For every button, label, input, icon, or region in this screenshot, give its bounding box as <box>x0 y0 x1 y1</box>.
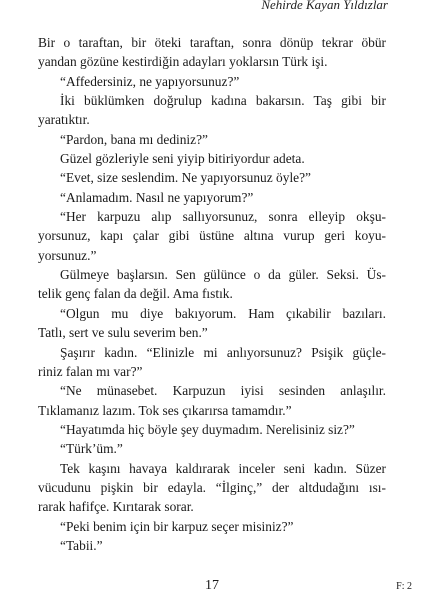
text-line: İki büklümken doğrulup kadına bakarsın. Taş gibi bir <box>60 93 386 109</box>
text-line: Güzel gözleriyle seni yiyip bitiriyordur adeta. <box>60 151 305 167</box>
body-text <box>38 33 386 555</box>
text-line: telik genç falan da değil. Ama fıstık. <box>38 286 233 302</box>
text-line: vücudunu pişkin bir edayla. “İlginç,” der altdudağını ısı- <box>38 479 386 495</box>
text-line: rarak hafifçe. Kırıtarak sorar. <box>38 499 194 515</box>
text-line: “Her karpuzu alıp sallıyorsunuz, sonra elleyip okşu- <box>60 209 386 225</box>
signature-mark: F: 2 <box>396 581 412 592</box>
text-line: “Tabii.” <box>60 537 103 553</box>
text-line: “Affedersiniz, ne yapıyorsunuz?” <box>60 73 240 89</box>
text-line: “Peki benim için bir karpuz seçer misiniz?” <box>60 518 294 534</box>
text-line: “Hayatımda hiç böyle şey duymadım. Nerelisiniz siz?” <box>60 421 355 437</box>
text-line: “Pardon, bana mı dediniz?” <box>60 131 208 147</box>
text-line: Şaşırır kadın. “Elinizle mi anlıyorsunuz? Psişik güçle- <box>60 344 386 360</box>
text-line: Tıklamanız lazım. Tok ses çıkarırsa tamamdır.” <box>38 402 292 418</box>
text-line: “Türk’üm.” <box>60 441 123 457</box>
text-line: “Anlamadım. Nasıl ne yapıyorum?” <box>60 189 254 205</box>
text-line: Tek kaşını havaya kaldırarak inceler seni kadın. Süzer <box>60 460 386 476</box>
text-line: “Ne münasebet. Karpuzun iyisi sesinden anlaşılır. <box>60 383 386 399</box>
text-line: Tatlı, sert ve sulu severim ben.” <box>38 325 208 341</box>
text-line: yorsunuz, kapı çalar gibi üstüne altına vurup geri koyu- <box>38 228 386 244</box>
text-line: yaratıktır. <box>38 112 90 128</box>
text-line: Bir o taraftan, bir öteki taraftan, sonra dönüp tekrar öbür <box>38 35 386 50</box>
text-line: “Evet, size seslendim. Ne yapıyorsunuz öyle?” <box>60 170 311 186</box>
page-number: 17 <box>205 578 219 593</box>
text-line: Gülmeye başlarsın. Sen gülünce o da güler. Seksi. Üs- <box>60 267 386 283</box>
text-line: riniz falan mı var?” <box>38 363 143 379</box>
text-line: “Olgun mu diye bakıyorum. Ham çıkabilir bazıları. <box>60 305 386 321</box>
text-line: yandan gözüne kestirdiğin adayları yoklarsın Türk işi. <box>38 54 328 70</box>
running-header: Nehirde Kayan Yıldızlar <box>261 0 388 12</box>
text-line: yorsunuz.” <box>38 247 97 263</box>
